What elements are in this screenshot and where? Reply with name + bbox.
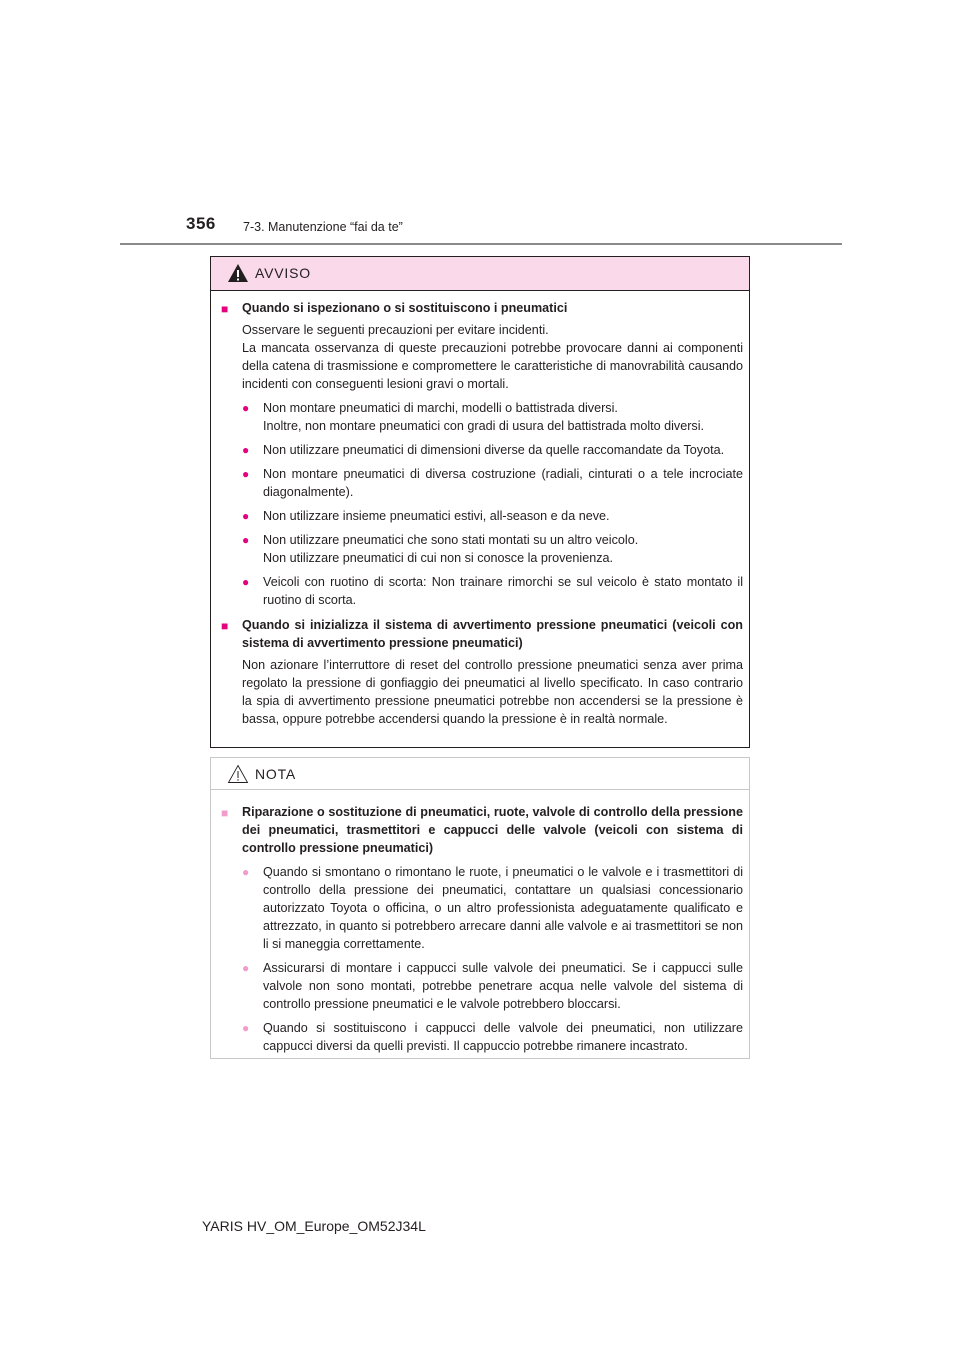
bullet-text: Non utilizzare pneumatici che sono stati montati su un altro veicolo. [263, 533, 639, 547]
header-rule [120, 243, 842, 245]
warning-item-pressure-reset [221, 616, 743, 728]
caution-triangle-icon [227, 764, 249, 784]
circle-bullet-icon: ● [242, 401, 250, 415]
list-item [242, 531, 743, 567]
circle-bullet-icon: ● [242, 467, 250, 481]
section-title: 7-3. Manutenzione “fai da te” [243, 220, 403, 234]
note-label: NOTA [255, 766, 297, 782]
warning-body [211, 291, 749, 728]
item-heading: Quando si ispezionano o si sostituiscono i pneumatici [242, 301, 568, 315]
bullet-text: Non utilizzare insieme pneumatici estivi, all-season e da neve. [263, 509, 610, 523]
bullet-text: Quando si smontano o rimontano le ruote, i pneumatici o le valvole e i trasmettitori di controllo della pressione dei pneumatici, contattare un qualsiasi concessionario autorizzato Toyota o officina, o un altro professionista adeguatamente qualificato e attrezzato, in quanto si potrebbero arrecare danni alle valvole e ai trasmettitori se non li si maneggia correttamente. [263, 865, 743, 951]
circle-bullet-icon: ● [242, 509, 250, 523]
circle-bullet-icon: ● [242, 533, 250, 547]
circle-bullet-icon: ● [242, 961, 250, 975]
square-bullet-icon: ■ [221, 302, 229, 316]
list-item [242, 959, 743, 1013]
item-heading: Quando si inizializza il sistema di avvertimento pressione pneumatici (veicoli con sistema di avvertimento pressione pneumatici) [242, 618, 743, 650]
note-header [211, 758, 749, 790]
bullet-text: Quando si sostituiscono i cappucci delle valvole dei pneumatici, non utilizzare cappucci diversi da quelli previsti. Il cappuccio potrebbe rimanere incastrato. [263, 1021, 743, 1053]
list-item [242, 863, 743, 953]
page-header [120, 214, 842, 250]
bullet-text: Non montare pneumatici di diversa costruzione (radiali, cinturati o a tele incrociate diagonalmente). [263, 467, 743, 499]
page-number: 356 [186, 214, 216, 233]
bullet-text: Assicurarsi di montare i cappucci sulle valvole dei pneumatici. Se i cappucci sulle valvole non sono montati, potrebbe penetrare acqua nelle valvole del sistema di controllo pressione pneumatici e le valvole potrebbero bloccarsi. [263, 961, 743, 1011]
square-bullet-icon: ■ [221, 619, 229, 633]
list-item [242, 1019, 743, 1055]
circle-bullet-icon: ● [242, 443, 250, 457]
list-item [242, 465, 743, 501]
item-heading: Riparazione o sostituzione di pneumatici, ruote, valvole di controllo della pressione dei pneumatici, trasmettitori e cappucci delle valvole (veicoli con sistema di controllo pressione pneumatici) [242, 805, 743, 855]
list-item [242, 573, 743, 609]
paragraph [242, 321, 743, 393]
list-item [242, 441, 743, 459]
circle-bullet-icon: ● [242, 1021, 250, 1035]
note-box [210, 757, 750, 1059]
bullet-text: Veicoli con ruotino di scorta: Non trainare rimorchi se sul veicolo è stato montato il ruotino di scorta. [263, 575, 743, 607]
warning-header [211, 257, 749, 291]
document-id-footer: YARIS HV_OM_Europe_OM52J34L [202, 1218, 426, 1234]
note-item-repair [221, 803, 743, 1055]
warning-label: AVVISO [255, 265, 311, 281]
bullet-text: Inoltre, non montare pneumatici con gradi di usura del battistrada molto diversi. [263, 419, 705, 433]
list-item [242, 399, 743, 435]
bullet-text: Non utilizzare pneumatici di cui non si conosce la provenienza. [263, 551, 614, 565]
circle-bullet-icon: ● [242, 575, 250, 589]
warning-box [210, 256, 750, 748]
circle-bullet-icon: ● [242, 865, 250, 879]
warning-item-tyre-inspection [221, 299, 743, 609]
warning-triangle-icon [227, 263, 249, 283]
bullet-text: Non utilizzare pneumatici di dimensioni diverse da quelle raccomandate da Toyota. [263, 443, 725, 457]
note-body [211, 790, 749, 1055]
paragraph-line: Osservare le seguenti precauzioni per evitare incidenti. [242, 323, 549, 337]
paragraph: Non azionare l’interruttore di reset del controllo pressione pneumatici senza aver prima regolato la pressione di gonfiaggio dei pneumatici al livello specificato. In caso contrario la spia di avvertimento pressione pneumatici potrebbe non accendersi se la pressione è bassa, oppure potrebbe accendersi quando la pressione è in realtà normale. [242, 658, 743, 726]
bullet-text: Non montare pneumatici di marchi, modelli o battistrada diversi. [263, 401, 618, 415]
square-bullet-icon: ■ [221, 806, 229, 820]
paragraph-line: La mancata osservanza di queste precauzioni potrebbe provocare danni ai componenti della catena di trasmissione e compromettere le caratteristiche di manovrabilità causando incidenti con conseguenti lesioni gravi o mortali. [242, 341, 743, 391]
list-item [242, 507, 743, 525]
